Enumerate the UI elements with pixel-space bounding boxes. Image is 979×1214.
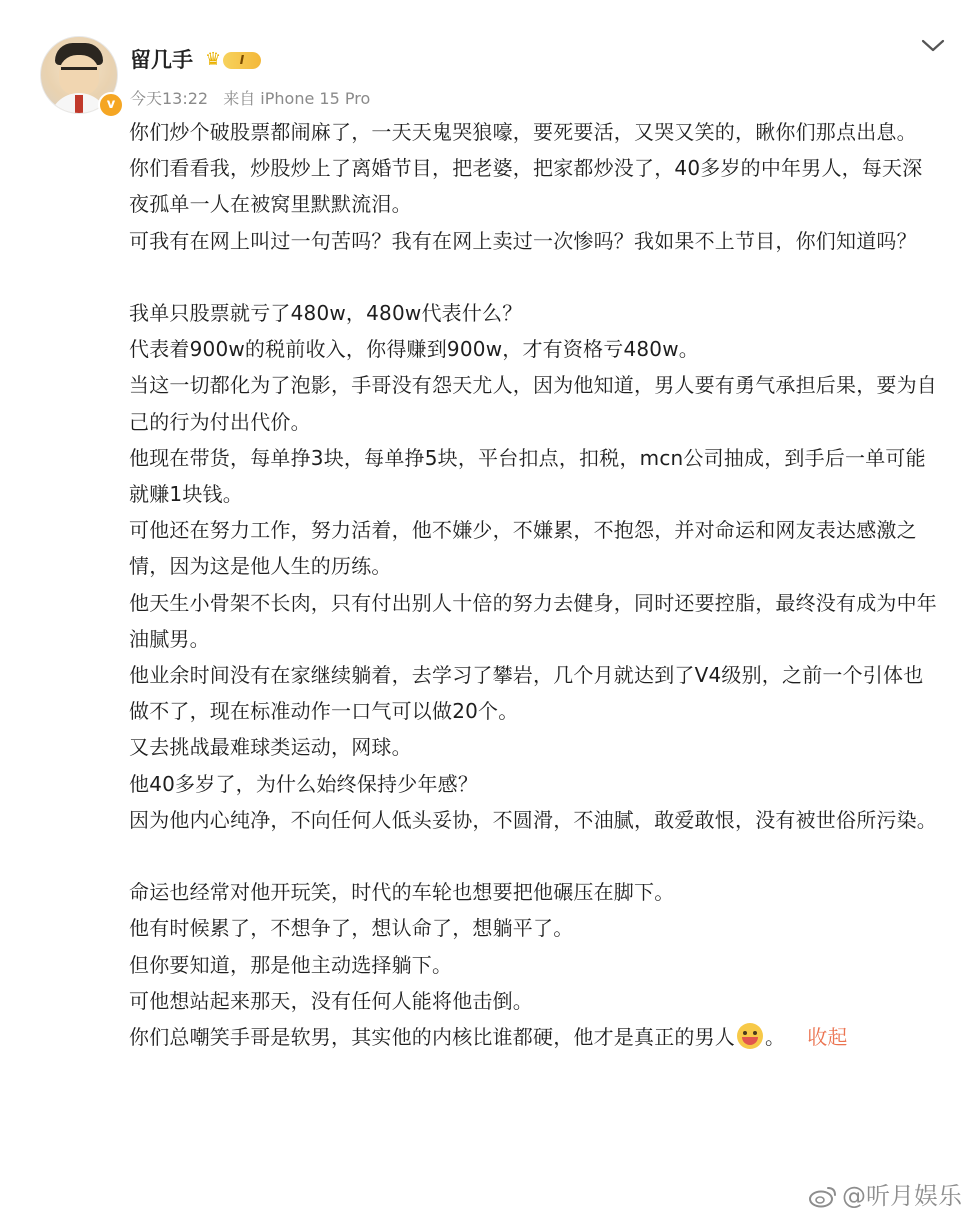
avatar-glasses [61,67,97,80]
watermark-text: @听月娱乐 [842,1182,962,1210]
paragraph: 可我有在网上叫过一句苦吗？我有在网上卖过一次惨吗？我如果不上节目，你们知道吗？ [129,228,917,253]
paragraph: 我单只股票就亏了480w，480w代表什么？ [129,301,523,325]
collapse-link[interactable]: 收起 [807,1025,848,1050]
weibo-logo-icon [808,1184,838,1208]
paragraph-spacer [129,838,939,874]
paragraph: 因为他内心纯净，不向任何人低头妥协，不圆滑，不油腻，敢爱敢恨，没有被世俗所污染。 [129,807,937,832]
verified-badge-icon: v [98,92,124,118]
paragraph: 他业余时间没有在家继续躺着，去学习了攀岩，几个月就达到了V4级别，之前一个引体也做不了，现在标准动作一口气可以做20个。 [129,663,924,724]
paragraph-spacer [129,259,939,295]
watermark [808,1176,962,1211]
chevron-down-icon[interactable] [920,36,946,56]
post-header [40,36,940,116]
paragraph: 代表着900w的税前收入，你得赚到900w，才有资格亏480w。 [129,337,699,362]
grinning-face-emoji-icon [737,1023,763,1049]
paragraph: 你们炒个破股票都闹麻了，一天天鬼哭狼嚎，要死要活，又哭又笑的，瞅你们那点出息。 [129,120,917,144]
crown-icon: ♛ [205,49,222,70]
paragraph: 他天生小骨架不长肉，只有付出别人十倍的努力去健身，同时还要控脂，最终没有成为中年油腻男。 [129,590,937,651]
last-paragraph [129,1019,939,1055]
paragraph: 他有时候累了，不想争了，想认命了，想躺平了。 [129,916,574,941]
paragraph: 你们看看我，炒股炒上了离婚节目，把老婆，把家都炒没了，40多岁的中年男人，每天深夜孤单一人在被窝里默默流泪。 [129,156,923,217]
post-content [129,114,939,1055]
last-paragraph-punct: 。 [765,1025,786,1050]
paragraph: 命运也经常对他开玩笑，时代的车轮也想要把他碾压在脚下。 [129,880,675,905]
paragraph: 又去挑战最难球类运动，网球。 [129,735,412,760]
paragraph: 但你要知道，那是他主动选择躺下。 [129,952,453,977]
paragraph: 他40多岁了，为什么始终保持少年感？ [129,771,479,796]
last-paragraph-text: 你们总嘲笑手哥是软男，其实他的内核比谁都硬，他才是真正的男人 [129,1025,735,1050]
vip-level-label: I [223,52,261,69]
paragraph: 可他还在努力工作，努力活着，他不嫌少，不嫌累，不抱怨，并对命运和网友表达感激之情，因为这是他人生的历练。 [129,518,917,579]
post-source: 来自 iPhone 15 Pro [223,89,371,108]
author-name[interactable]: 留几手 [130,48,193,72]
paragraph: 他现在带货，每单挣3块，每单挣5块，平台扣点，扣税，mcn公司抽成，到手后一单可能就赚1块钱。 [129,445,926,507]
vip-badge[interactable] [205,48,265,72]
paragraph: 当这一切都化为了泡影，手哥没有怨天尤人，因为他知道，男人要有勇气承担后果，要为自己的行为付出代价。 [129,373,937,434]
paragraph: 可他想站起来那天，没有任何人能将他击倒。 [129,988,533,1013]
post-time: 今天13:22 [130,89,209,108]
avatar-tie [75,95,83,114]
post-meta [130,86,370,109]
